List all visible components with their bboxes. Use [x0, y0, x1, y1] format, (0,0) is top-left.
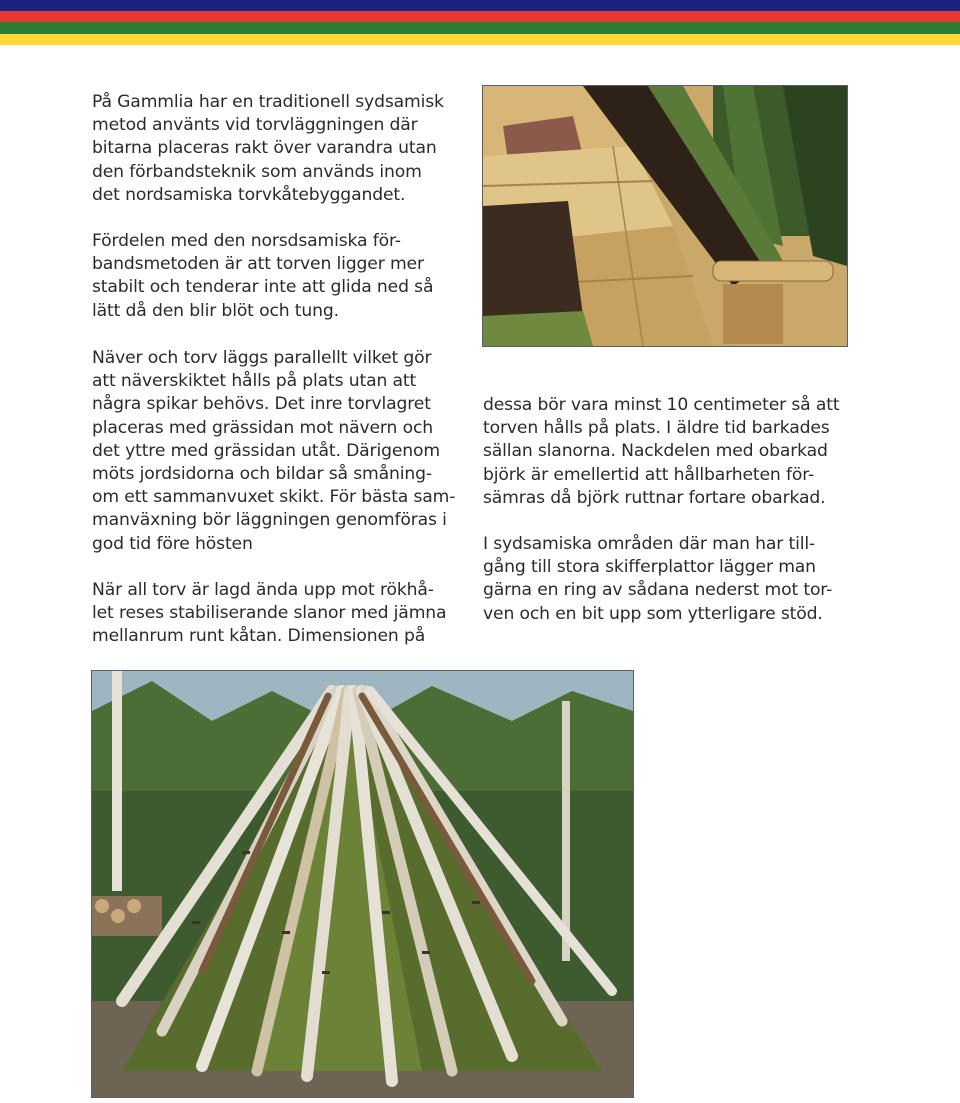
stripe-blue [0, 0, 960, 11]
paragraph-slanor-dimension: dessa bör vara minst 10 centimeter så att torven hålls på plats. I äldre tid barkades sällan slanorna. Nackdelen med obarkad björk är emellertid att hållbarheten för- sämras då björk ruttnar fortare obarkad. [483, 395, 840, 508]
photo-birch-bark-turf-layers [482, 85, 848, 347]
flag-stripes-banner [0, 0, 960, 46]
stripe-red [0, 11, 960, 22]
stripe-yellow [0, 34, 960, 45]
paragraph-naver-och-torv: Näver och torv läggs parallellt vilket gör att näverskiktet hålls på plats utan att några spikar behövs. Det inre torvlagret placeras med grässidan mot nävern och det yttre med grässidan utåt. Därigenom möts jordsidorna och bildar så småning- om ett sammanvuxet skikt. För bästa sam- manväxning bör läggningen genomföras i god tid före hösten [92, 348, 456, 554]
paragraph-gammlia-method: På Gammlia har en traditionell sydsamisk metod använts vid torvläggningen där bitarna placeras rakt över varandra utan den förbandsteknik som används inom det nordsamiska torvkåtebyggandet. [92, 92, 444, 205]
paragraph-slanor-intro: När all torv är lagd ända upp mot rökhå- let reses stabiliserande slanor med jämna mellanrum runt kåtan. Dimensionen på [92, 580, 447, 647]
photo-turf-hut-with-birch-poles [91, 670, 634, 1098]
paragraph-skifferplattor: I sydsamiska områden där man har till- gång till stora skifferplattor lägger man gärna en ring av sådana nederst mot tor- ven och en bit upp som ytterligare stöd. [483, 534, 833, 624]
paragraph-nordsamisk-advantage: Fördelen med den norsdsamiska för- bandsmetoden är att torven ligger mer stabilt och tenderar inte att glida ned så lätt då den blir blöt och tung. [92, 231, 434, 321]
stripe-green [0, 22, 960, 34]
